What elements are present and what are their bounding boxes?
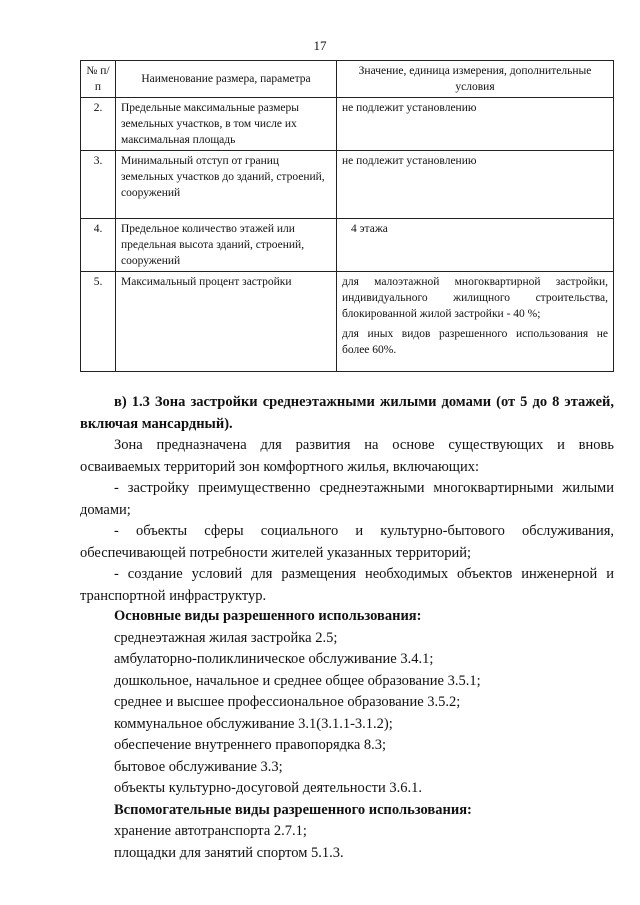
table-row	[81, 272, 614, 372]
row-value-text: не подлежит установлению	[342, 102, 477, 114]
list-item: среднеэтажная жилая застройка 2.5;	[114, 629, 338, 646]
list-item: амбулаторно-поликлиническое обслуживание 3.4.1;	[114, 651, 434, 667]
header-value: Значение, единица измерения, дополнительные условия	[337, 61, 614, 98]
aux-uses-title: Вспомогательные виды разрешенного использования:	[114, 801, 472, 818]
row-name: Максимальный процент застройки	[116, 272, 337, 372]
header-num: № п/п	[81, 61, 116, 98]
section-paragraph: - создание условий для размещения необходимых объектов инженерной и транспортной инфраструктур.	[80, 566, 614, 604]
row-value-text: для малоэтажной многоквартирной застройки, индивидуального жилищного строительства, блокированной жилой застройки - 40 %;	[342, 276, 608, 320]
header-name: Наименование размера, параметра	[116, 61, 337, 98]
row-num: 4.	[81, 219, 116, 272]
list-item: бытовое обслуживание 3.3;	[114, 758, 283, 775]
row-name: Предельное количество этажей или предельная высота зданий, строений, сооружений	[116, 219, 337, 272]
section-paragraph: - объекты сферы социального и культурно-бытового обслуживания, обеспечивающей потребности жителей указанных территорий;	[80, 523, 614, 561]
section-heading: в) 1.3 Зона застройки среднеэтажными жилыми домами (от 5 до 8 этажей, включая мансардный).	[80, 394, 614, 432]
row-num: 3.	[81, 151, 116, 219]
section-paragraph: - застройку преимущественно среднеэтажными многоквартирными жилыми домами;	[80, 480, 614, 518]
row-value	[337, 98, 614, 151]
row-value-text: 4 этажа	[351, 223, 388, 235]
page-number: 17	[313, 38, 327, 53]
table-row	[81, 151, 614, 219]
list-item: площадки для занятий спортом 5.1.3.	[114, 844, 344, 861]
table-row	[81, 219, 614, 272]
row-name: Предельные максимальные размеры земельных участков, в том числе их максимальная площадь	[116, 98, 337, 151]
row-value	[337, 272, 614, 372]
row-value	[337, 219, 614, 272]
list-item: хранение автотранспорта 2.7.1;	[114, 823, 307, 839]
list-item: коммунальное обслуживание 3.1(3.1.1-3.1.2);	[114, 715, 393, 732]
row-value-text: для иных видов разрешенного использования не более 60%.	[342, 328, 608, 356]
list-item: обеспечение внутреннего правопорядка 8.3;	[114, 737, 387, 753]
main-uses-title: Основные виды разрешенного использования:	[114, 608, 422, 624]
list-item: среднее и высшее профессиональное образование 3.5.2;	[114, 694, 461, 710]
zone-section	[80, 392, 614, 607]
row-name: Минимальный отступ от границ земельных участков до зданий, строений, сооружений	[116, 151, 337, 219]
row-num: 5.	[81, 272, 116, 372]
permitted-uses	[114, 606, 614, 864]
table-row	[81, 98, 614, 151]
list-item: дошкольное, начальное и среднее общее образование 3.5.1;	[114, 672, 481, 689]
row-value	[337, 151, 614, 219]
table-header-row	[81, 61, 614, 98]
row-num: 2.	[81, 98, 116, 151]
row-value-text: не подлежит установлению	[342, 155, 477, 167]
parameters-table	[80, 60, 614, 372]
list-item: объекты культурно-досуговой деятельности 3.6.1.	[114, 780, 422, 796]
section-paragraph: Зона предназначена для развития на основе существующих и вновь осваиваемых территорий зон комфортного жилья, включающих:	[80, 437, 614, 475]
